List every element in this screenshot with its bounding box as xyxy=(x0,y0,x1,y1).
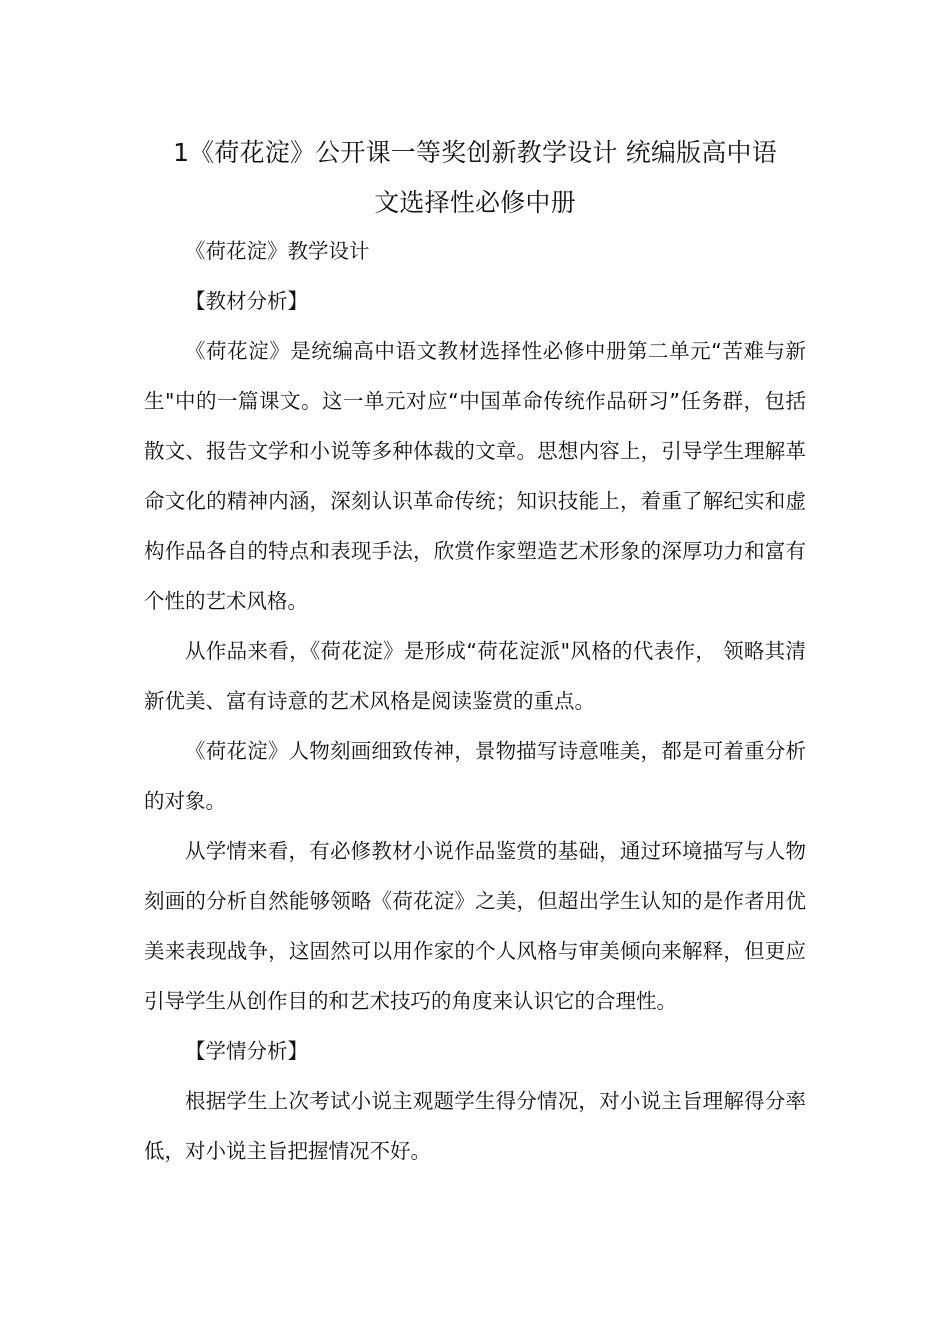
paragraph-3: 《荷花淀》人物刻画细致传神，景物描写诗意唯美，都是可着重分析的对象。 xyxy=(144,739,806,813)
subtitle: 《荷花淀》教学设计 xyxy=(185,239,370,263)
paragraph-5: 根据学生上次考试小说主观题学生得分情况，对小说主旨理解得分率低，对小说主旨把握情况不好。 xyxy=(144,1089,806,1163)
title-line-1: 1《荷花淀》公开课一等奖创新教学设计 统编版高中语 xyxy=(173,138,777,167)
section-heading-student-analysis: 【学情分析】 xyxy=(185,1039,308,1063)
paragraph-4: 从学情来看，有必修教材小说作品鉴赏的基础，通过环境描写与人物刻画的分析自然能够领略《荷花淀》之美，但超出学生认知的是作者用优美来表现战争，这固然可以用作家的个人风格与审美倾向来解释，但更应引导学生从创作目的和艺术技巧的角度来认识它的合理性。 xyxy=(144,839,806,1013)
section-heading-textbook-analysis: 【教材分析】 xyxy=(185,289,308,313)
document-body xyxy=(144,226,806,1176)
document-title xyxy=(144,128,806,228)
paragraph-2: 从作品来看，《荷花淀》是形成“荷花淀派"风格的代表作， 领略其清新优美、富有诗意的艺术风格是阅读鉴赏的重点。 xyxy=(144,639,806,713)
paragraph-1: 《荷花淀》是统编高中语文教材选择性必修中册第二单元“苦难与新生"中的一篇课文。这一单元对应“中国革命传统作品研习”任务群，包括散文、报告文学和小说等多种体裁的文章。思想内容上，引导学生理解革命文化的精神内涵，深刻认识革命传统；知识技能上，着重了解纪实和虚构作品各自的特点和表现手法，欣赏作家塑造艺术形象的深厚功力和富有个性的艺术风格。 xyxy=(144,339,806,613)
title-line-2: 文选择性必修中册 xyxy=(374,188,576,217)
